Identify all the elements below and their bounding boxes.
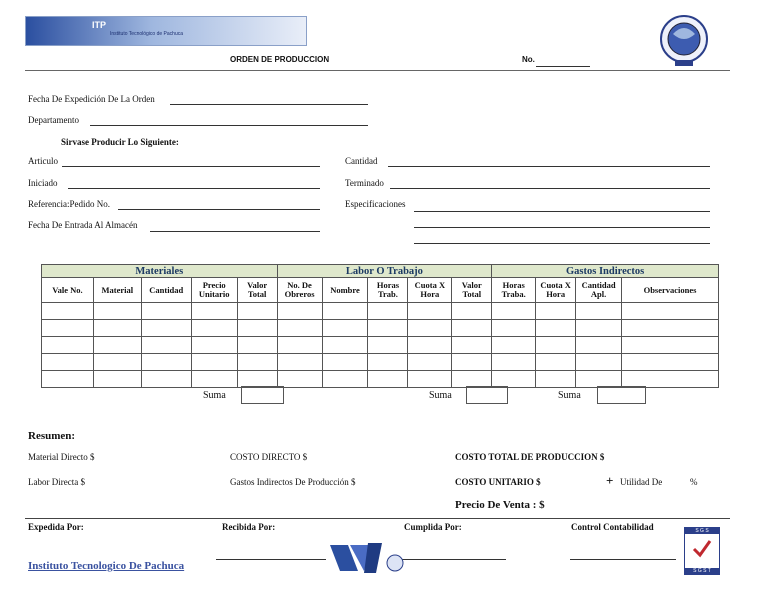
iniciado-line[interactable] (68, 188, 320, 189)
especificaciones-line-2[interactable] (414, 227, 710, 228)
institute-name[interactable]: Instituto Tecnologico De Pachuca (28, 560, 185, 572)
table-cell[interactable] (536, 303, 576, 320)
table-cell[interactable] (492, 303, 536, 320)
header-divider (25, 70, 730, 71)
table-cell[interactable] (452, 371, 492, 388)
table-cell[interactable] (191, 320, 237, 337)
table-cell[interactable] (492, 354, 536, 371)
column-header: No. De Obreros (277, 278, 322, 303)
table-cell[interactable] (368, 320, 408, 337)
table-cell[interactable] (322, 337, 368, 354)
table-cell[interactable] (408, 303, 452, 320)
table-cell[interactable] (191, 354, 237, 371)
table-cell[interactable] (42, 320, 94, 337)
table-cell[interactable] (536, 337, 576, 354)
group-gastos: Gastos Indirectos (492, 265, 719, 278)
table-cell[interactable] (237, 371, 277, 388)
referencia-label: Referencia:Pedido No. (28, 199, 110, 209)
table-cell[interactable] (368, 354, 408, 371)
table-cell[interactable] (237, 320, 277, 337)
table-cell[interactable] (141, 337, 191, 354)
costo-directo: COSTO DIRECTO $ (230, 452, 308, 462)
table-row (42, 320, 719, 337)
sum-box-gastos[interactable] (597, 386, 646, 404)
footer-divider (25, 518, 730, 519)
table-cell[interactable] (576, 337, 622, 354)
sum-box-labor[interactable] (466, 386, 508, 404)
table-cell[interactable] (622, 337, 719, 354)
table-cell[interactable] (576, 354, 622, 371)
table-cell[interactable] (191, 303, 237, 320)
number-label: No. (522, 55, 535, 64)
banner-subtitle: Instituto Tecnológico de Pachuca (110, 31, 184, 37)
table-cell[interactable] (536, 371, 576, 388)
table-cell[interactable] (452, 354, 492, 371)
fecha-entrada-label: Fecha De Entrada Al Almacén (28, 220, 138, 230)
table-row (42, 354, 719, 371)
control-signature-line[interactable] (570, 559, 676, 560)
table-cell[interactable] (452, 337, 492, 354)
table-cell[interactable] (42, 337, 94, 354)
terminado-label: Terminado (345, 178, 384, 188)
fecha-expedicion-label: Fecha De Expedición De La Orden (28, 94, 155, 104)
table-row (42, 371, 719, 388)
table-cell[interactable] (322, 354, 368, 371)
table-row (42, 303, 719, 320)
column-header: Valor Total (452, 278, 492, 303)
precio-venta: Precio De Venta : $ (455, 499, 545, 511)
articulo-line[interactable] (62, 166, 320, 167)
table-cell[interactable] (191, 337, 237, 354)
column-header: Cuota X Hora (536, 278, 576, 303)
cumplida-signature-line[interactable] (396, 559, 506, 560)
group-labor: Labor O Trabajo (277, 265, 492, 278)
sum-label-materiales: Suma (203, 390, 226, 401)
control-label: Control Contabilidad (571, 522, 654, 532)
sum-label-gastos: Suma (558, 390, 581, 401)
articulo-label: Articulo (28, 156, 58, 166)
sirvase-label: Sirvase Producir Lo Siguiente: (61, 137, 179, 147)
column-header: Valor Total (237, 278, 277, 303)
table-cell[interactable] (368, 337, 408, 354)
column-header: Horas Trab. (368, 278, 408, 303)
gastos-indirectos: Gastos Indirectos De Producción $ (230, 477, 356, 487)
column-header: Cuota X Hora (408, 278, 452, 303)
table-cell[interactable] (277, 337, 322, 354)
table-cell[interactable] (322, 371, 368, 388)
table-cell[interactable] (237, 354, 277, 371)
plus-sign: + (606, 473, 614, 488)
table-cell[interactable] (277, 320, 322, 337)
table-cell[interactable] (452, 303, 492, 320)
table-cell[interactable] (622, 303, 719, 320)
table-cell[interactable] (93, 337, 141, 354)
sgs-bottom-label: S G S T (685, 568, 719, 574)
material-directo: Material Directo $ (28, 452, 95, 462)
table-cell[interactable] (277, 303, 322, 320)
table-cell[interactable] (576, 371, 622, 388)
table-cell[interactable] (408, 354, 452, 371)
column-header: Observaciones (622, 278, 719, 303)
table-cell[interactable] (93, 371, 141, 388)
departamento-line[interactable] (90, 125, 368, 126)
fecha-entrada-line[interactable] (150, 231, 320, 232)
table-row (42, 337, 719, 354)
table-cell[interactable] (408, 320, 452, 337)
especificaciones-label: Especificaciones (345, 199, 406, 209)
cumplida-label: Cumplida Por: (404, 522, 462, 532)
column-header: Horas Traba. (492, 278, 536, 303)
table-cell[interactable] (536, 354, 576, 371)
table-cell[interactable] (191, 371, 237, 388)
table-cell[interactable] (492, 371, 536, 388)
table-cell[interactable] (536, 320, 576, 337)
table-cell[interactable] (622, 320, 719, 337)
table-cell[interactable] (42, 371, 94, 388)
itp-logo-icon (328, 541, 406, 577)
table-cell[interactable] (277, 354, 322, 371)
table-cell[interactable] (408, 371, 452, 388)
column-header: Cantidad Apl. (576, 278, 622, 303)
cantidad-label: Cantidad (345, 156, 378, 166)
resumen-title: Resumen: (28, 430, 76, 442)
fecha-expedicion-line[interactable] (170, 104, 368, 105)
table-cell[interactable] (141, 371, 191, 388)
form-title: ORDEN DE PRODUCCION (230, 55, 330, 64)
recibida-signature-line[interactable] (216, 559, 326, 560)
banner-title: ITP (92, 20, 107, 30)
sum-box-materiales[interactable] (241, 386, 284, 404)
iniciado-label: Iniciado (28, 178, 58, 188)
number-input-line[interactable] (536, 66, 590, 67)
sgs-top-label: S G S (685, 528, 719, 534)
table-cell[interactable] (42, 303, 94, 320)
column-header: Cantidad (141, 278, 191, 303)
table-cell[interactable] (322, 303, 368, 320)
utilidad-label: Utilidad De (620, 477, 663, 487)
departamento-label: Departamento (28, 115, 79, 125)
especificaciones-line-3[interactable] (414, 243, 710, 244)
column-header: Vale No. (42, 278, 94, 303)
table-cell[interactable] (237, 337, 277, 354)
labor-directa: Labor Directa $ (28, 477, 85, 487)
table-cell[interactable] (93, 320, 141, 337)
column-header: Nombre (322, 278, 368, 303)
institute-seal-icon (655, 14, 713, 68)
table-cell[interactable] (93, 303, 141, 320)
sgs-certification-badge (684, 527, 720, 575)
terminado-line[interactable] (390, 188, 710, 189)
group-materiales: Materiales (42, 265, 278, 278)
table-cell[interactable] (368, 303, 408, 320)
table-cell[interactable] (576, 303, 622, 320)
check-icon (691, 537, 713, 559)
expedida-label: Expedida Por: (28, 522, 84, 532)
table-cell[interactable] (492, 320, 536, 337)
table-cell[interactable] (622, 354, 719, 371)
table-cell[interactable] (452, 320, 492, 337)
sum-label-labor: Suma (429, 390, 452, 401)
costo-total: COSTO TOTAL DE PRODUCCION $ (455, 452, 605, 462)
table-cell[interactable] (141, 303, 191, 320)
table-cell[interactable] (277, 371, 322, 388)
table-cell[interactable] (141, 320, 191, 337)
table-cell[interactable] (141, 354, 191, 371)
column-header: Precio Unitario (191, 278, 237, 303)
column-header: Material (93, 278, 141, 303)
cantidad-line[interactable] (388, 166, 710, 167)
referencia-line[interactable] (118, 209, 320, 210)
costo-unitario: COSTO UNITARIO $ (455, 477, 541, 487)
production-table (41, 264, 719, 388)
especificaciones-line-1[interactable] (414, 211, 710, 212)
table-cell[interactable] (93, 354, 141, 371)
table-cell[interactable] (576, 320, 622, 337)
table-cell[interactable] (492, 337, 536, 354)
table-cell[interactable] (368, 371, 408, 388)
recibida-label: Recibida Por: (222, 522, 276, 532)
table-cell[interactable] (408, 337, 452, 354)
table-cell[interactable] (622, 371, 719, 388)
table-cell[interactable] (237, 303, 277, 320)
percent-sign: % (690, 477, 698, 487)
table-cell[interactable] (322, 320, 368, 337)
table-cell[interactable] (42, 354, 94, 371)
